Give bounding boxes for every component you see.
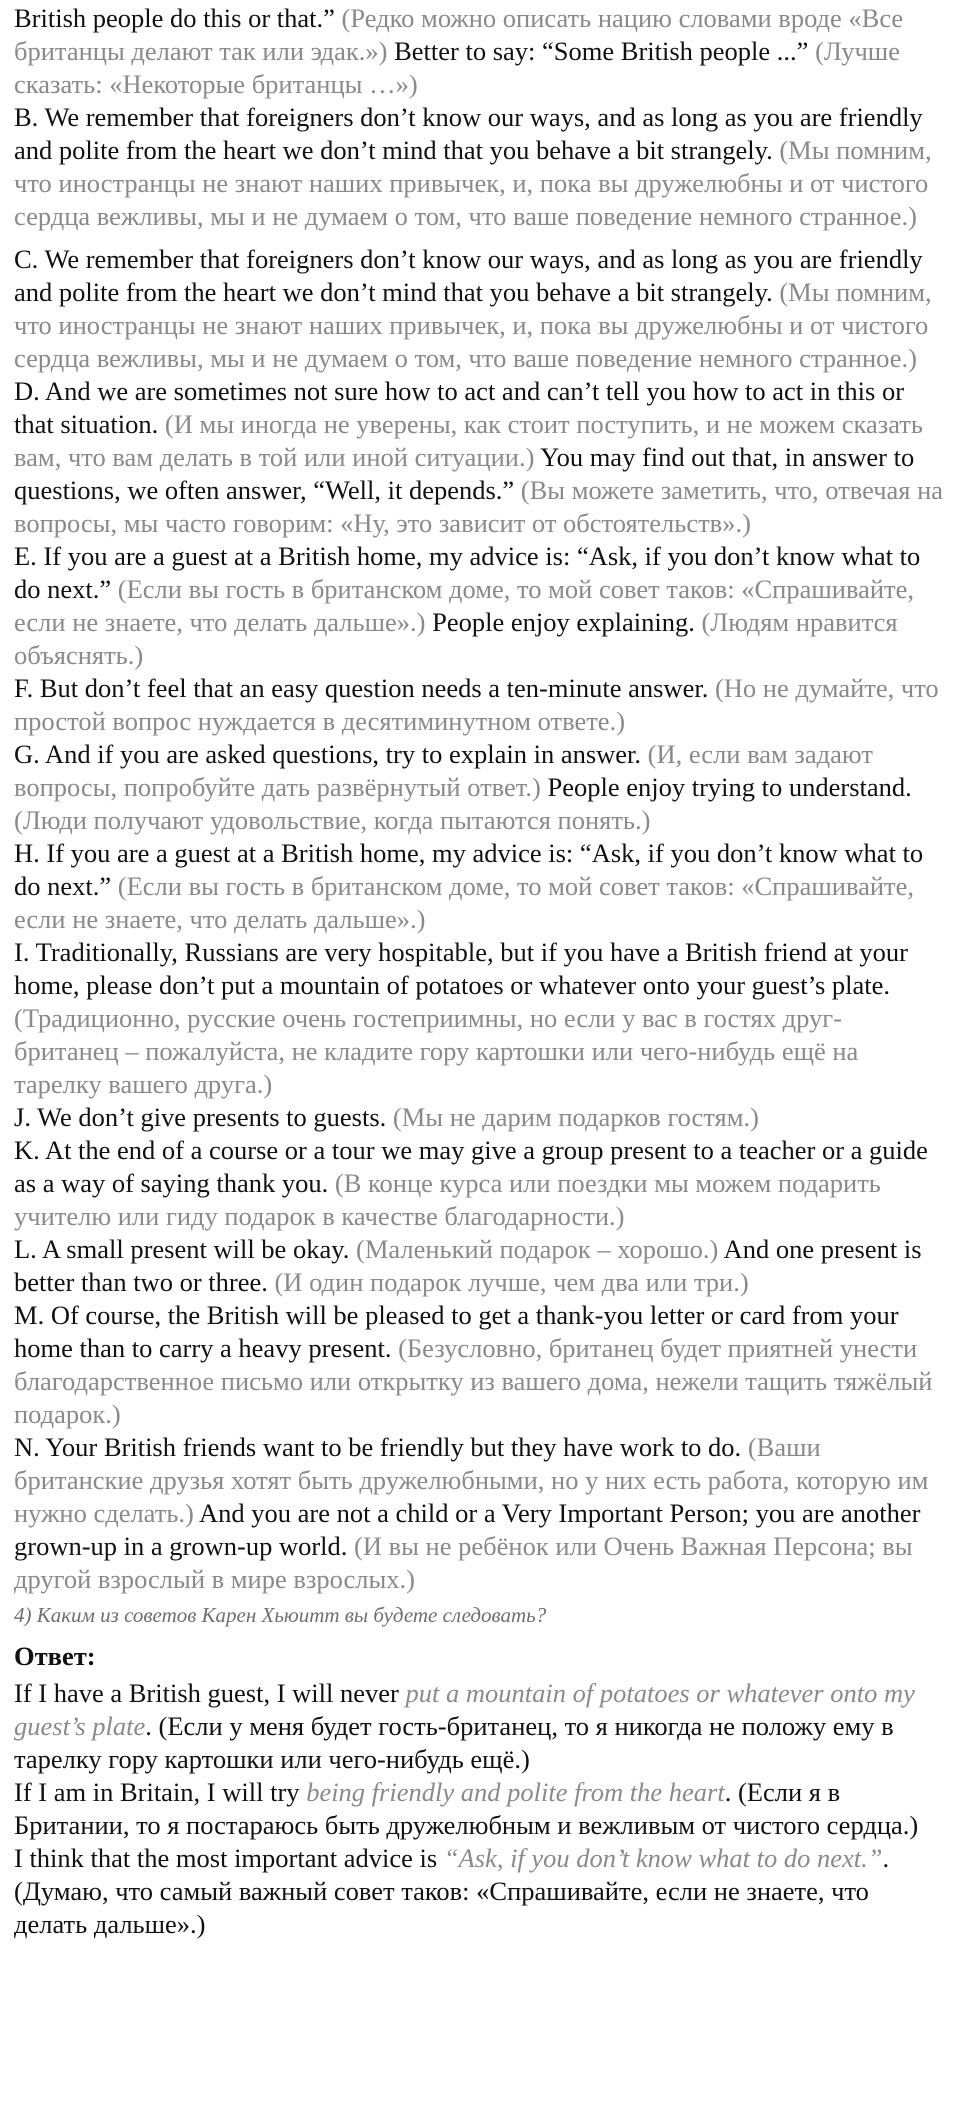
advice-paragraph bbox=[14, 1431, 944, 1596]
answer-title: Ответ: bbox=[14, 1641, 96, 1671]
english-text: N. Your British friends want to be friendly but they have work to do. bbox=[14, 1432, 742, 1462]
translation-text: (Люди получают удовольствие, когда пытаются понять.) bbox=[14, 805, 651, 835]
english-text: G. And if you are asked questions, try to explain in answer. bbox=[14, 739, 642, 769]
english-text: Better to say: “Some British people ...” bbox=[387, 36, 809, 66]
translation-text: (Людям нравится объяснять.) bbox=[14, 607, 898, 670]
advice-paragraph bbox=[14, 936, 944, 1101]
quoted-advice: being friendly and polite from the heart bbox=[306, 1777, 725, 1807]
translation-text: (Если вы гость в британском доме, то мой совет таков: «Спрашивайте, если не знаете, что делать дальше».) bbox=[14, 871, 915, 934]
english-text: C. We remember that foreigners don’t know our ways, and as long as you are friendly and polite from the heart we don’t mind that you behave a bit strangely. bbox=[14, 244, 923, 307]
translation-text: (И один подарок лучше, чем два или три.) bbox=[267, 1267, 749, 1297]
english-text: E. If you are a guest at a British home, my advice is: “Ask, if you don’t know what to do next.” bbox=[14, 541, 921, 604]
translation-text: (И, если вам задают вопросы, попробуйте дать развёрнутый ответ.) bbox=[14, 739, 873, 802]
translation-text: (Ваши британские друзья хотят быть дружелюбными, но у них есть работа, которую им нужно сделать.) bbox=[14, 1432, 929, 1528]
translation-text: (В конце курса или поездки мы можем подарить учителю или гиду подарок в качестве благодарности.) bbox=[14, 1168, 881, 1231]
quoted-advice: “Ask, if you don’t know what to do next.” bbox=[443, 1843, 883, 1873]
english-text: If I am in Britain, I will try bbox=[14, 1777, 307, 1807]
english-text: You may find out that, in answer to questions, we often answer, “Well, it depends.” bbox=[14, 442, 915, 505]
english-text: M. Of course, the British will be pleased to get a thank-you letter or card from your home than to carry a heavy present. bbox=[14, 1300, 899, 1363]
translation-text: (Но не думайте, что простой вопрос нуждается в десятиминутном ответе.) bbox=[14, 673, 939, 736]
english-text: If I have a British guest, I will never bbox=[14, 1678, 406, 1708]
english-text: I think that the most important advice is bbox=[14, 1843, 444, 1873]
translation-text: (Маленький подарок – хорошо.) bbox=[349, 1234, 719, 1264]
advice-paragraph bbox=[14, 2, 944, 101]
translation-text: (Безусловно, британец будет приятней унести благодарственное письмо или открытку из вашего дома, нежели тащить тяжёлый подарок.) bbox=[14, 1333, 933, 1429]
quoted-advice: put a mountain of potatoes or whatever onto my guest’s plate bbox=[14, 1678, 915, 1741]
english-text: People enjoy trying to understand. bbox=[540, 772, 912, 802]
english-text: L. A small present will be okay. bbox=[14, 1234, 350, 1264]
translation-text: (И мы иногда не уверены, как стоит поступить, и не можем сказать вам, что вам делать в той или иной ситуации.) bbox=[14, 409, 923, 472]
english-text: And you are not a child or a Very Important Person; you are another grown-up in a grown-up world. bbox=[14, 1498, 921, 1561]
answer-paragraph bbox=[14, 1776, 944, 1842]
english-text: H. If you are a guest at a British home, my advice is: “Ask, if you don’t know what to do next.” bbox=[14, 838, 924, 901]
translation-text: (Мы помним, что иностранцы не знают наших привычек, и, пока вы дружелюбны и от чистого сердца вежливы, мы и не думаем о том, что ваше поведение немного странное.) bbox=[14, 135, 932, 231]
advice-paragraph bbox=[14, 540, 944, 672]
answer-paragraph bbox=[14, 1677, 944, 1776]
advice-paragraph bbox=[14, 101, 944, 233]
advice-paragraph bbox=[14, 672, 944, 738]
english-text: B. We remember that foreigners don’t know our ways, and as long as you are friendly and polite from the heart we don’t mind that you behave a bit strangely. bbox=[14, 102, 923, 165]
english-text: People enjoy explaining. bbox=[425, 607, 695, 637]
translation-text: (Если вы гость в британском доме, то мой совет таков: «Спрашивайте, если не знаете, что делать дальше».) bbox=[14, 574, 915, 637]
english-text: And one present is better than two or three. bbox=[14, 1234, 922, 1297]
translation-text: (Мы не дарим подарков гостям.) bbox=[386, 1102, 759, 1132]
advice-paragraph bbox=[14, 837, 944, 936]
english-text: . (Думаю, что самый важный совет таков: «Спрашивайте, если не знаете, что делать дальше».) bbox=[14, 1843, 890, 1939]
english-text: . (Если я в Британии, то я постараюсь быть дружелюбным и вежливым от чистого сердца.) bbox=[14, 1777, 919, 1840]
english-text: D. And we are sometimes not sure how to act and can’t tell you how to act in this or that situation. bbox=[14, 376, 905, 439]
advice-paragraph bbox=[14, 1233, 944, 1299]
english-text: J. We don’t give presents to guests. bbox=[14, 1102, 387, 1132]
advice-paragraph bbox=[14, 1134, 944, 1233]
answer-paragraph bbox=[14, 1842, 944, 1941]
advice-paragraph bbox=[14, 243, 944, 375]
translation-text: (Мы помним, что иностранцы не знают наших привычек, и, пока вы дружелюбны и от чистого сердца вежливы, мы и не думаем о том, что ваше поведение немного странное.) bbox=[14, 277, 932, 373]
translation-text: (Традиционно, русские очень гостеприимны, но если у вас в гостях друг-британец – пожалуйста, не кладите гору картошки или чего-нибудь ещё на тарелку вашего друга.) bbox=[14, 1003, 859, 1099]
advice-paragraph bbox=[14, 1299, 944, 1431]
translation-text: (И вы не ребёнок или Очень Важная Персона; вы другой взрослый в мире взрослых.) bbox=[14, 1531, 913, 1594]
advice-paragraph bbox=[14, 375, 944, 540]
translation-text: (Лучше сказать: «Некоторые британцы …») bbox=[14, 36, 900, 99]
english-text: K. At the end of a course or a tour we may give a group present to a teacher or a guide as a way of saying thank you. bbox=[14, 1135, 928, 1198]
english-text: British people do this or that.” bbox=[14, 3, 335, 33]
english-text: I. Traditionally, Russians are very hospitable, but if you have a British friend at your home, please don’t put a mountain of potatoes or whatever onto your guest’s plate. bbox=[14, 937, 908, 1000]
advice-paragraph bbox=[14, 1101, 944, 1134]
answer-list bbox=[14, 1677, 944, 1941]
advice-paragraph bbox=[14, 738, 944, 837]
english-text: . (Если у меня будет гость-британец, то я никогда не положу ему в тарелку гору картошки или чего-нибудь ещё.) bbox=[14, 1711, 894, 1774]
question-text: 4) Каким из советов Карен Хьюитт вы будете следовать? bbox=[14, 1603, 547, 1627]
english-text: F. But don’t feel that an easy question needs a ten-minute answer. bbox=[14, 673, 709, 703]
translation-text: (Вы можете заметить, что, отвечая на вопросы, мы часто говорим: «Ну, это зависит от обстоятельств».) bbox=[14, 475, 944, 538]
advice-list bbox=[14, 2, 944, 1596]
translation-text: (Редко можно описать нацию словами вроде «Все британцы делают так или эдак.») bbox=[14, 3, 904, 66]
